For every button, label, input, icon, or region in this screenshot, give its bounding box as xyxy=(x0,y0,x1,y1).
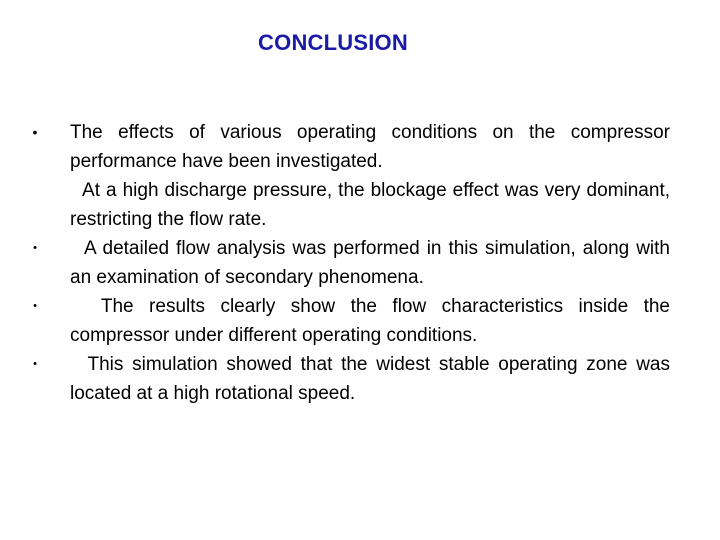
bullet-item xyxy=(28,234,676,292)
bullet-text: The results clearly show the flow characteristics inside the compressor under different operating conditions. xyxy=(70,296,676,346)
bullet-icon: • xyxy=(32,124,38,140)
bullet-text: The effects of various operating conditions on the compressor performance have been investigated. xyxy=(70,122,670,172)
bullet-icon: • xyxy=(33,242,37,254)
bullet-text: At a high discharge pressure, the blockage effect was very dominant, restricting the flow rate. xyxy=(70,180,676,230)
slide-title: CONCLUSION xyxy=(258,30,408,55)
bullet-list xyxy=(28,118,676,408)
bullet-item xyxy=(28,350,676,408)
bullet-text: This simulation showed that the widest stable operating zone was located at a high rotational speed. xyxy=(70,354,676,404)
bullet-icon: • xyxy=(33,300,37,312)
bullet-item xyxy=(28,118,670,176)
bullet-item xyxy=(28,292,676,350)
bullet-icon: • xyxy=(33,358,37,370)
bullet-text: A detailed flow analysis was performed in this simulation, along with an examination of secondary phenomena. xyxy=(70,238,676,288)
bullet-item xyxy=(28,176,676,234)
